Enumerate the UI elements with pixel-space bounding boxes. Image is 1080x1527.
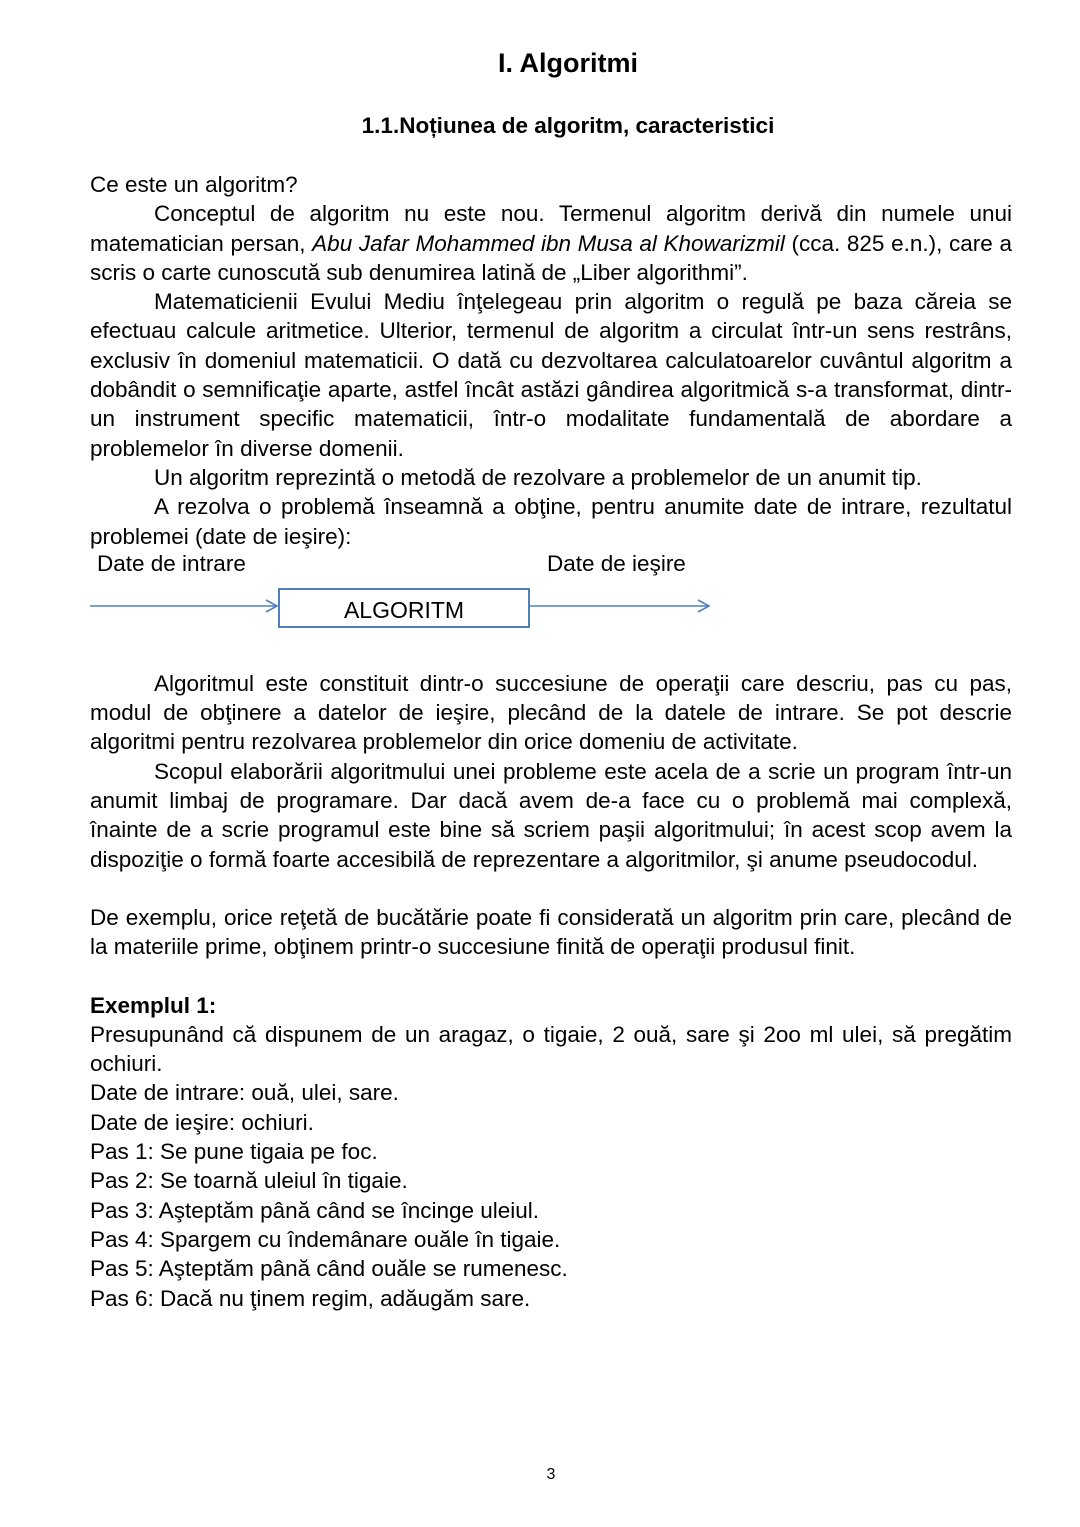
paragraph-history: Matematicienii Evului Mediu înţelegeau prin algoritm o regulă pe baza căreia se efectuau calcule aritmetice. Ulterior, termenul de algoritm a circulat într-un sens restrâns, exclusiv în domeniul matematicii. O dată cu dezvoltarea calculatoarelor cuvântul algoritm a dobândit o semnificaţie aparte, astfel încât astăzi gândirea algoritmică s-a transformat, dintr-un instrument specific matematicii, într-o modalitate fundamentală de abordare a problemelor în diverse domenii. xyxy=(90,289,1012,461)
paragraph-recipe: De exemplu, orice reţetă de bucătărie poate fi considerată un algoritm prin care, plecând de la materiile prime, obţinem printr-o succesiune finită de operaţii produsul finit. xyxy=(90,904,1012,960)
example-step: Pas 4: Spargem cu îndemânare ouăle în tigaie. xyxy=(90,1226,561,1252)
example-step: Pas 2: Se toarnă uleiul în tigaie. xyxy=(90,1168,408,1194)
spacer xyxy=(90,874,1012,903)
paragraph-solve: A rezolva o problemă înseamnă a obţine, pentru anumite date de intrare, rezultatul problemei (date de ieşire): xyxy=(90,494,1012,549)
example-step: Pas 3: Aşteptăm până când se încinge uleiul. xyxy=(90,1197,540,1223)
input-arrow-icon xyxy=(90,599,280,613)
algorithm-box: ALGORITM xyxy=(278,588,530,628)
chapter-title: I. Algoritmi xyxy=(498,48,638,78)
example-statement: Presupunând că dispunem de un aragaz, o tigaie, 2 ouă, sare şi 2oo ml ulei, să pregătim ochiuri. xyxy=(90,1021,1012,1077)
example-outputs: Date de ieşire: ochiuri. xyxy=(90,1109,314,1135)
example-step: Pas 5: Aşteptăm până când ouăle se rumenesc. xyxy=(90,1256,568,1282)
mathematician-name: Abu Jafar Mohammed ibn Musa al Khowarizmil xyxy=(312,230,785,256)
text-run: Conceptul de algoritm nu este nou. Termenul algoritm derivă din numele unui matematician persan, xyxy=(90,201,1012,256)
example-step: Pas 6: Dacă nu ţinem regim, adăugăm sare. xyxy=(90,1285,531,1311)
intro-question: Ce este un algoritm? xyxy=(90,172,298,197)
section-title: 1.1.Noțiunea de algoritm, caracteristici xyxy=(361,113,775,138)
paragraph-definition: Un algoritm reprezintă o metodă de rezolvare a problemelor de un anumit tip. xyxy=(154,464,922,490)
body-text xyxy=(90,170,1012,1313)
example-inputs: Date de intrare: ouă, ulei, sare. xyxy=(90,1080,399,1106)
output-label: Date de ieşire xyxy=(547,550,686,576)
spacer xyxy=(90,962,1012,991)
paragraph-purpose: Scopul elaborării algoritmului unei probleme este acela de a scrie un program într-un anumit limbaj de programare. Dar dacă avem de-a face cu o problemă mai complexă, înainte de a scrie programul este bine să scriem paşii algoritmului; în acest scop avem la dispoziţie o formă foarte accesibilă de reprezentare a algoritmilor, şi anume pseudocodul. xyxy=(90,758,1012,872)
input-label: Date de intrare xyxy=(97,550,246,576)
example-step: Pas 1: Se pune tigaia pe foc. xyxy=(90,1139,378,1165)
page-number: 3 xyxy=(546,1466,556,1483)
output-arrow-icon xyxy=(530,599,712,613)
algorithm-diagram xyxy=(90,551,1012,669)
paragraph-succession: Algoritmul este constituit dintr-o succesiune de operaţii care descriu, pas cu pas, modul de obţinere a datelor de ieşire, plecând de la datele de intrare. Se pot descrie algoritmi pentru rezolvarea problemelor din orice domeniu de activitate. xyxy=(90,670,1012,755)
example-title: Exemplul 1: xyxy=(90,992,217,1018)
text-run: (cca. 825 e.n.), care a scris o carte cunoscută sub denumirea latină de „Liber algorithmi”. xyxy=(90,230,1012,285)
paragraph-etymology xyxy=(90,199,1012,287)
